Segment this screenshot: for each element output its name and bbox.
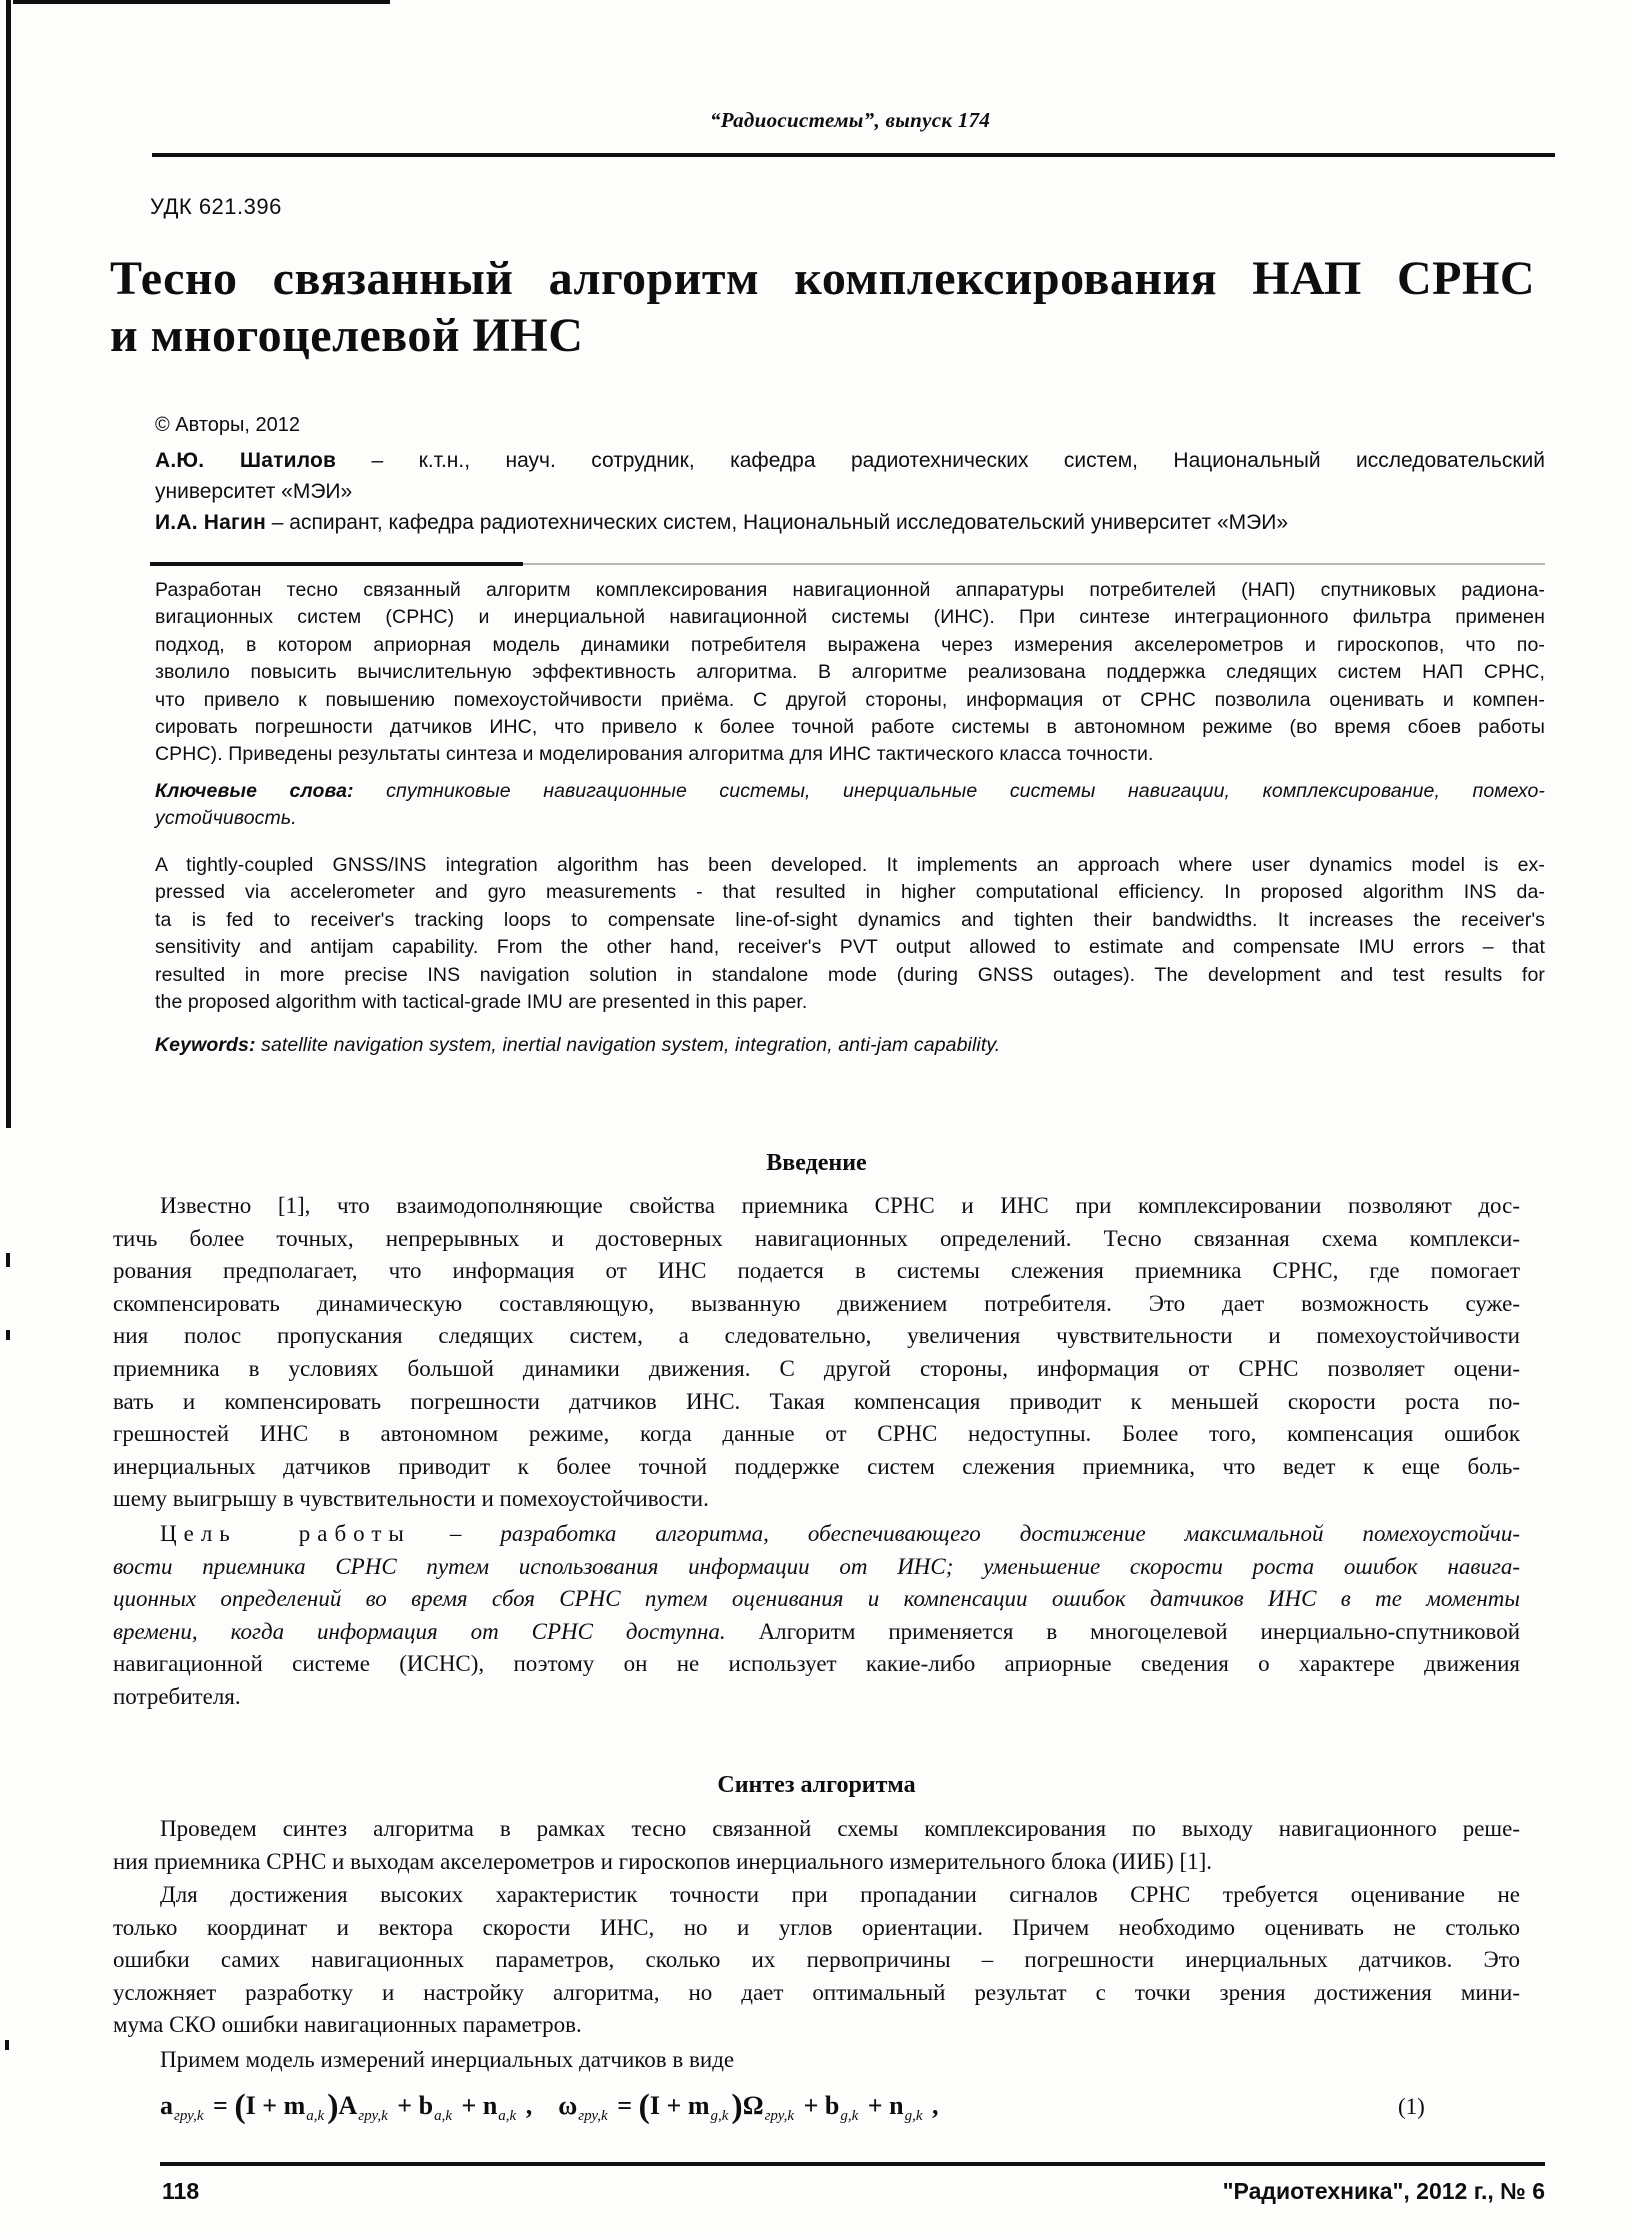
goal-line (113, 1518, 1520, 1551)
synthesis-line: ошибки самих навигационных параметров, сколько их первопричины – погрешности инерциальных датчиков. Это (113, 1947, 1520, 1973)
article-title-line1: Тесно связанный алгоритм комплексирования НАП СРНС (110, 252, 1535, 305)
goal-paragraph (113, 1518, 1520, 1714)
goal-line (113, 1551, 1520, 1584)
scan-top-edge-artifact (13, 0, 390, 4)
author-affiliation: – аспирант, кафедра радиотехнических систем, Национальный исследовательский университет «МЭИ» (265, 511, 1289, 534)
annotation-line: подход, в котором априорная модель динамики потребителя выражена через измерения акселерометров и гироскопов, что по- (155, 633, 1545, 656)
annotation-line: зволило повысить вычислительную эффективность алгоритма. В алгоритме реализована поддержка следящих систем НАП СРНС, (155, 661, 1545, 684)
intro-line: ния полос пропускания следящих систем, а следовательно, увеличения чувствительности и помехоустойчивости (113, 1323, 1520, 1349)
abstract-en-line: ta is fed to receiver's tracking loops to compensate line-of-sight dynamics and tighten their bandwidths. It increases the receiver's (155, 908, 1545, 931)
intro-line: рования предполагает, что информация от ИНС подается в системы слежения приемника СРНС, где помогает (113, 1258, 1520, 1284)
abstract-en-line: sensitivity and antijam capability. From the other hand, receiver's PVT output allowed to estimate and compensate IMU errors – that (155, 936, 1545, 959)
synthesis-paragraph-2 (113, 1879, 1520, 2042)
equation-lead-in-text: Примем модель измерений инерциальных датчиков в виде (160, 2047, 735, 2072)
annotation-line: сировать погрешности датчиков ИНС, что привело к более точной работе системы в автономном режиме (во время сбоев работы (155, 716, 1545, 739)
goal-italic: разработка алгоритма, обеспечивающего достижение максимальной помехоустойчи- (500, 1521, 1521, 1546)
goal-italic: ционных определений во время сбоя СРНС путем оценивания и компенсации ошибок датчиков ИНС в те моменты (113, 1586, 1520, 1612)
journal-header: “Радиосистемы”, выпуск 174 (710, 108, 991, 132)
intro-line: инерциальных датчиков приводит к более точной поддержке систем слежения приемника, что ведет к еще боль- (113, 1453, 1520, 1479)
goal-emphasis: Цель работы (160, 1521, 411, 1546)
synthesis-line: мума СКО ошибки навигационных параметров. (113, 2012, 582, 2038)
annotation-ru (155, 577, 1545, 769)
abstract-en-line: resulted in more precise INS navigation solution in standalone mode (during GNSS outages). The development and test results for (155, 963, 1545, 986)
section-heading-synthesis: Синтез алгоритма (717, 1772, 916, 1798)
intro-line: Известно [1], что взаимодополняющие свойства приемника СРНС и ИНС при комплексировании позволяют дос- (160, 1193, 1520, 1218)
equation (113, 2088, 1520, 2126)
page-number: 118 (162, 2178, 200, 2204)
goal-normal: навигационной системе (ИСНС), поэтому он не использует какие-либо априорные сведения о характере движения (113, 1651, 1520, 1677)
goal-normal: Алгоритм применяется в многоцелевой инерциально-спутниковой (725, 1618, 1520, 1644)
equation-formula: $a_{гру,k} = (I + m_{a,k})A_{гру,k} + b_{a,k} + n_{a,k}$ , $\omega_{гру,k} = (I + m_{g,k})\Omega_{гру,k} + b_{g,k} + n_{g,k}$ , (160, 2088, 939, 2125)
annotation-line: что привело к повышению помехоустойчивости приёма. С другой стороны, информация от СРНС позволила оценивать и компен- (155, 688, 1545, 711)
abstract-en-line: A tightly-coupled GNSS/INS integration algorithm has been developed. It implements an approach where user dynamics model is ex- (155, 854, 1545, 876)
author-name: И.А. Нагин (155, 511, 266, 534)
scan-left-tick (5, 2040, 9, 2050)
scan-left-tick (6, 1253, 10, 1267)
author-line (155, 507, 1545, 538)
intro-line: приемника в условиях большой динамики движения. С другой стороны, информация от СРНС позволяет оцени- (113, 1355, 1520, 1381)
author-name: А.Ю. Шатилов (155, 449, 337, 472)
goal-line (113, 1681, 1520, 1714)
intro-line: тичь более точных, непрерывных и достоверных навигационных определений. Тесно связанная схема комплекси- (113, 1225, 1520, 1251)
goal-line (113, 1648, 1520, 1681)
synthesis-line: ния приемника СРНС и выходам акселерометров и гироскопов инерциального измерительного блока (ИИБ) [1]. (113, 1848, 1213, 1874)
intro-line: шему выигрышу в чувствительности и помехоустойчивости. (113, 1486, 709, 1512)
goal-normal: потребителя. (113, 1683, 241, 1709)
abstract-en-line: pressed via accelerometer and gyro measurements - that resulted in higher computational efficiency. In proposed algorithm INS da- (155, 881, 1545, 904)
annotation-line: СРНС). Приведены результаты синтеза и моделирования алгоритма для ИНС тактического класса точности. (155, 743, 1154, 766)
keywords-ru-text: спутниковые навигационные системы, инерциальные системы навигации, комплексирование, помехо- (353, 780, 1545, 802)
author-affiliation: университет «МЭИ» (155, 480, 353, 503)
header-rule (152, 153, 1555, 157)
synthesis-paragraph-1 (113, 1813, 1520, 1878)
keywords-en-text: satellite navigation system, inertial navigation system, integration, anti-jam capability. (255, 1034, 1001, 1056)
abstract-en-line: the proposed algorithm with tactical-grade IMU are presented in this paper. (155, 991, 808, 1014)
scan-left-edge-artifact (6, 0, 11, 1128)
equation-number: (1) (1398, 2094, 1425, 2119)
abstract-en (155, 852, 1545, 1016)
udc-label: УДК 621.396 (150, 194, 282, 219)
goal-italic: вости приемника СРНС путем использования информации от ИНС; уменьшение скорости роста ошибок навига- (113, 1553, 1520, 1579)
keywords-ru-line (155, 778, 1545, 805)
keywords-ru-label: Ключевые слова: (155, 780, 354, 802)
equation-lead-in (113, 2044, 1520, 2077)
keywords-ru (155, 778, 1545, 833)
keywords-en-label: Keywords: (155, 1034, 256, 1056)
synthesis-line: Проведем синтез алгоритма в рамках тесно связанной схемы комплексирования по выходу навигационного реше- (160, 1816, 1520, 1841)
goal-dash: – (410, 1521, 501, 1546)
keywords-ru-line (155, 805, 1545, 832)
keywords-ru-text: устойчивость. (155, 807, 297, 830)
keywords-en (155, 1032, 1545, 1059)
author-line (155, 476, 1545, 507)
article-title-line2: и многоцелевой ИНС (110, 309, 584, 362)
authors-divider (150, 562, 523, 566)
annotation-line: Разработан тесно связанный алгоритм комплексирования навигационной аппаратуры потребителей (НАП) спутниковых радиона- (155, 579, 1545, 601)
synthesis-line: только координат и вектора скорости ИНС, но и углов ориентации. Причем необходимо оценивать не столько (113, 1914, 1520, 1940)
footer-journal: "Радиотехника", 2012 г., № 6 (1222, 2178, 1545, 2204)
authors-divider-faint (523, 563, 1545, 565)
author-affiliation: – к.т.н., науч. сотрудник, кафедра радиотехнических систем, Национальный исследовательский (336, 449, 1545, 472)
authors-block (155, 445, 1545, 538)
goal-line (113, 1616, 1520, 1649)
goal-line (113, 1583, 1520, 1616)
author-line (155, 445, 1545, 476)
introduction-paragraph (113, 1190, 1520, 1516)
intro-line: скомпенсировать динамическую составляющую, вызванную движением потребителя. Это дает возможность суже- (113, 1290, 1520, 1316)
copyright-notice: © Авторы, 2012 (155, 414, 300, 436)
goal-italic: времени, когда информация от СРНС доступна. (113, 1618, 726, 1644)
keywords-en-line (155, 1032, 1545, 1059)
intro-line: грешностей ИНС в автономном режиме, когда данные от СРНС недоступны. Более того, компенсация ошибок (113, 1421, 1520, 1447)
intro-line: вать и компенсировать погрешности датчиков ИНС. Такая компенсация приводит к меньшей скорости роста по- (113, 1388, 1520, 1414)
scan-left-tick (6, 1330, 10, 1340)
synthesis-line: усложняет разработку и настройку алгоритма, но дает оптимальный результат с точки зрения достижения мини- (113, 1979, 1520, 2005)
section-heading-introduction: Введение (766, 1150, 867, 1176)
footer-rule (160, 2162, 1545, 2166)
article-title (110, 250, 1535, 364)
synthesis-line: Для достижения высоких характеристик точности при пропадании сигналов СРНС требуется оценивание не (160, 1882, 1520, 1907)
annotation-line: вигационных систем (СРНС) и инерциальной навигационной системы (ИНС). При синтезе интеграционного фильтра применен (155, 606, 1545, 629)
